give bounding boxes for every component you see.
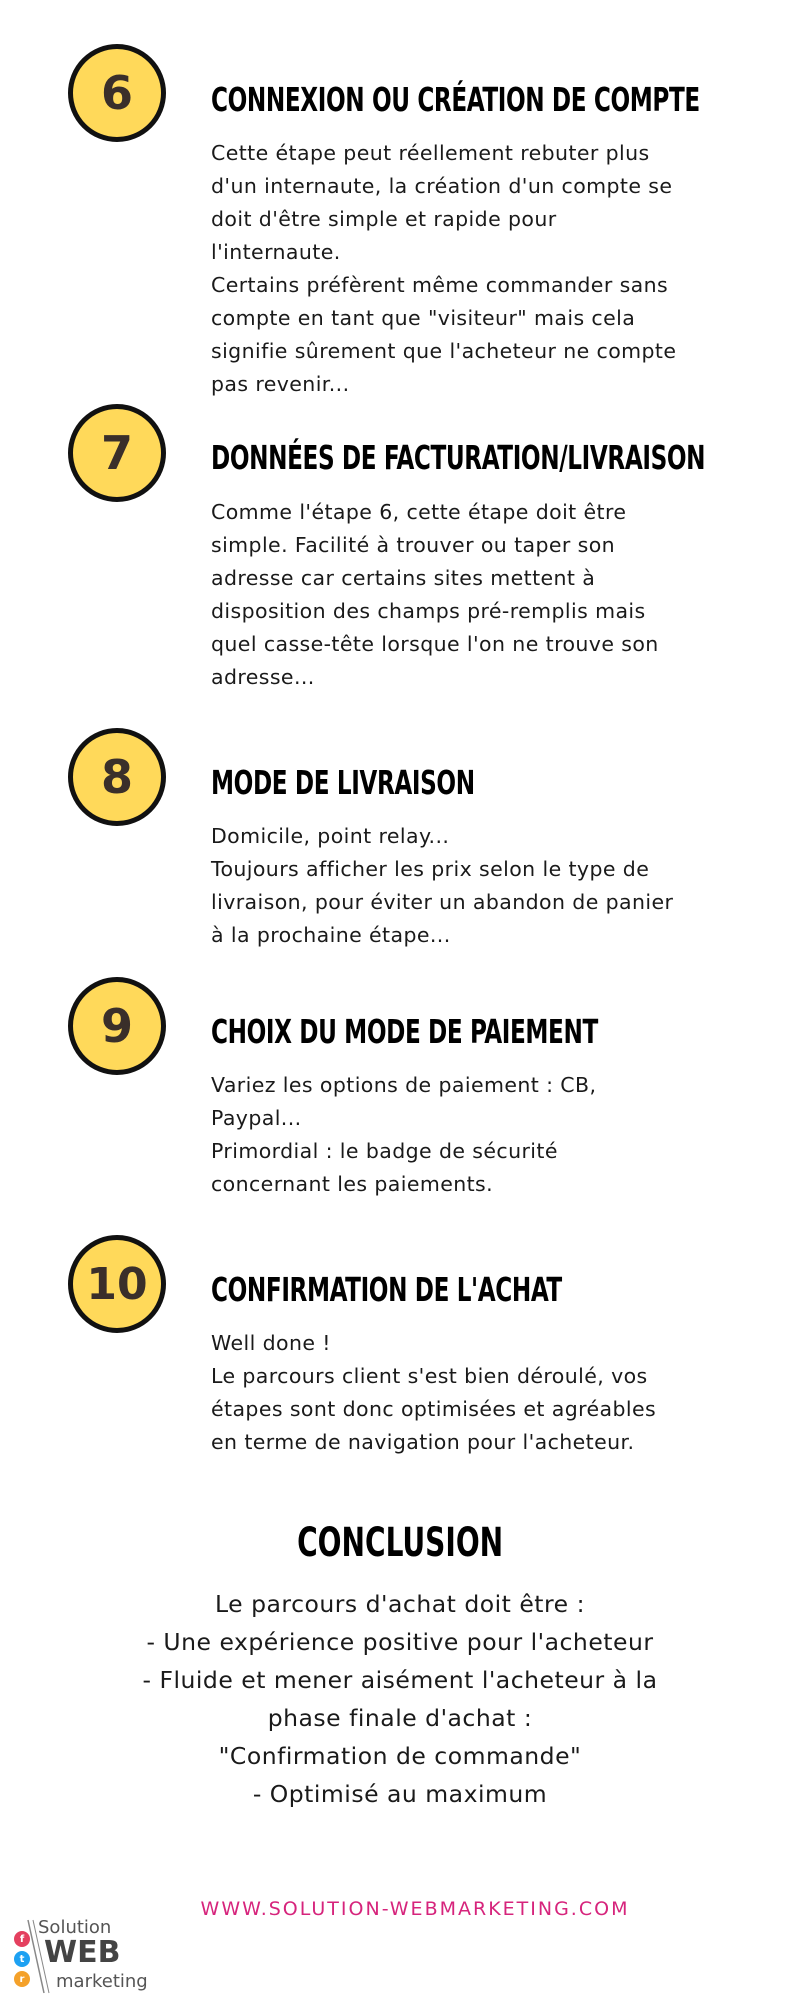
solution-webmarketing-logo (6, 1915, 156, 1995)
step-number-badge: 8 (68, 728, 166, 826)
description-line: à la prochaine étape... (211, 923, 451, 947)
description-line: Variez les options de paiement : CB, (211, 1073, 597, 1097)
description-line: simple. Facilité à trouver ou taper son (211, 533, 616, 557)
description-line: disposition des champs pré-remplis mais (211, 599, 646, 623)
description-line: Comme l'étape 6, cette étape doit être (211, 500, 627, 524)
conclusion-line: "Confirmation de commande" (218, 1742, 582, 1770)
description-line: signifie sûrement que l'acheteur ne compte (211, 339, 677, 363)
conclusion-text (100, 1585, 700, 1813)
conclusion-line: - Optimisé au maximum (252, 1780, 548, 1808)
description-line: adresse car certains sites mettent à (211, 566, 596, 590)
description-line: en terme de navigation pour l'acheteur. (211, 1430, 635, 1454)
description-line: doit d'être simple et rapide pour (211, 207, 557, 231)
step-number-badge: 6 (68, 44, 166, 142)
conclusion-heading-text: CONCLUSION (296, 1520, 504, 1566)
description-line: concernant les paiements. (211, 1172, 494, 1196)
conclusion-line: - Fluide et mener aisément l'acheteur à la (142, 1666, 658, 1694)
description-line: Cette étape peut réellement rebuter plus (211, 141, 650, 165)
conclusion-heading (0, 1520, 800, 1566)
step-description (211, 1327, 741, 1459)
description-line: compte en tant que "visiteur" mais cela (211, 306, 636, 330)
description-line: Primordial : le badge de sécurité (211, 1139, 558, 1163)
description-line: adresse... (211, 665, 315, 689)
description-line: Well done ! (211, 1331, 331, 1355)
step-description (211, 820, 741, 952)
description-line: étapes sont donc optimisées et agréables (211, 1397, 657, 1421)
description-line: Certains préfèrent même commander sans (211, 273, 669, 297)
step-title: MODE DE LIVRAISON (211, 763, 475, 802)
step-number-badge: 9 (68, 977, 166, 1075)
social-icon-1[interactable]: f (14, 1931, 30, 1947)
step-title: DONNÉES DE FACTURATION/LIVRAISON (211, 438, 706, 477)
description-line: quel casse-tête lorsque l'on ne trouve son (211, 632, 659, 656)
description-line: Paypal... (211, 1106, 302, 1130)
social-icon-2[interactable]: t (14, 1951, 30, 1967)
description-line: d'un internaute, la création d'un compte se (211, 174, 673, 198)
description-line: livraison, pour éviter un abandon de panier (211, 890, 674, 914)
step-number-badge: 7 (68, 404, 166, 502)
conclusion-line: phase finale d'achat : (267, 1704, 533, 1732)
logo-text-solution: Solution (38, 1917, 112, 1938)
logo-text-marketing: marketing (56, 1971, 148, 1992)
step-title: CONNEXION OU CRÉATION DE COMPTE (211, 80, 700, 119)
step-title: CHOIX DU MODE DE PAIEMENT (211, 1012, 598, 1051)
step-description (211, 496, 741, 694)
website-url-link[interactable]: WWW.SOLUTION-WEBMARKETING.COM (200, 1898, 630, 1920)
conclusion-line: - Une expérience positive pour l'acheteur (146, 1628, 654, 1656)
step-description (211, 137, 741, 401)
step-description (211, 1069, 741, 1201)
logo-text-web: WEB (44, 1935, 121, 1970)
description-line: l'internaute. (211, 240, 341, 264)
step-title: CONFIRMATION DE L'ACHAT (211, 1270, 562, 1309)
description-line: Domicile, point relay... (211, 824, 450, 848)
description-line: pas revenir... (211, 372, 350, 396)
description-line: Le parcours client s'est bien déroulé, vos (211, 1364, 648, 1388)
social-icon-3[interactable]: r (14, 1971, 30, 1987)
conclusion-line: Le parcours d'achat doit être : (215, 1590, 585, 1618)
step-number-badge: 10 (68, 1235, 166, 1333)
description-line: Toujours afficher les prix selon le type de (211, 857, 650, 881)
